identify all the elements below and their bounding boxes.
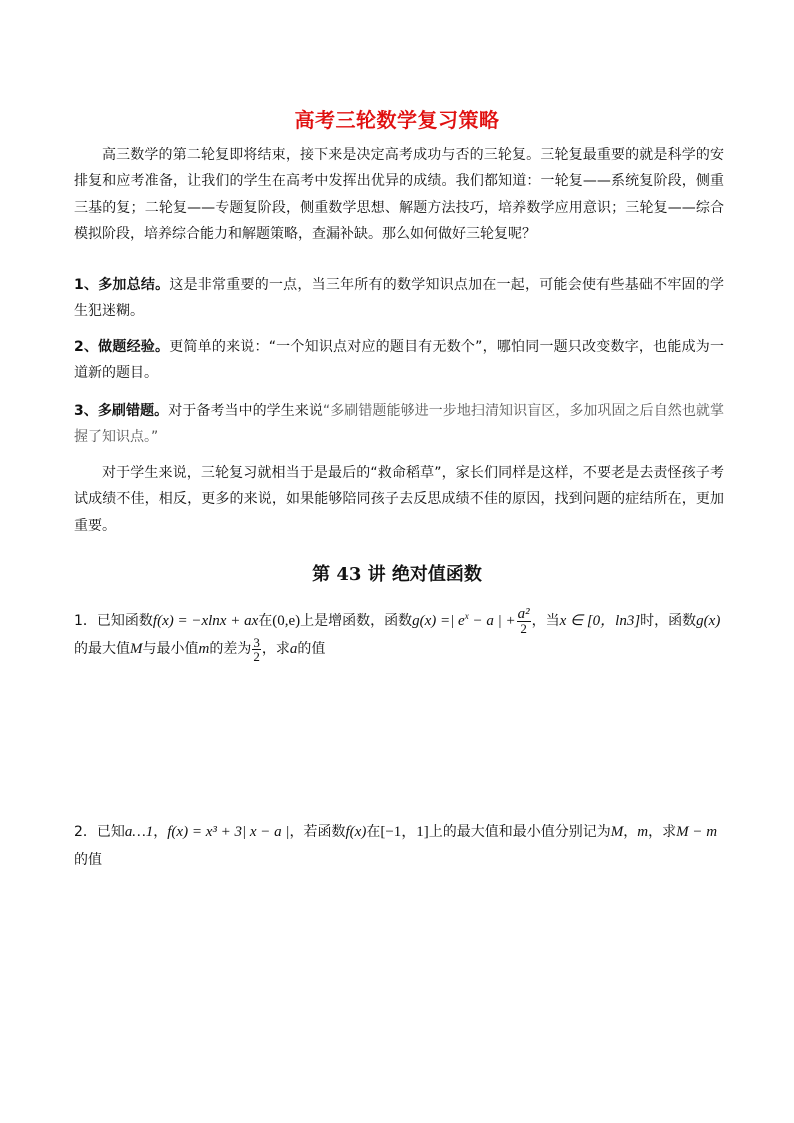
closing-paragraph: 对于学生来说，三轮复习就相当于是最后的“救命稻草”，家长们同样是这样，不要老是去责怪孩子考试成绩不佳，相反，更多的来说，如果能够陪同孩子去反思成绩不佳的原因，找到问题的症结所在，更加重要。	[74, 465, 724, 534]
tip-3	[74, 398, 724, 451]
question-2: 2．已知a…1，f(x) = x³ + 3| x − a |，若函数f(x)在[−1，1]上的最大值和最小值分别记为M，m，求M − m 的值	[74, 824, 718, 868]
tip-2-body: 更简单的来说：“一个知识点对应的题目有无数个”，哪怕同一题只改变数字，也能成为一道新的题目。	[74, 339, 724, 382]
tip-1	[74, 272, 724, 325]
tip-3-body: 对于备考当中的学生来说	[168, 403, 323, 419]
q1-difference-fraction: $\frac{3}{2}$	[253, 634, 260, 664]
q1-g-definition: g(x) =| $e^x - a$ | +	[412, 611, 516, 629]
tip-2	[74, 334, 724, 387]
page-title: 高考三轮数学复习策略	[294, 108, 500, 132]
tip-3-heading: 3、多刷错题。	[74, 403, 169, 419]
q1-f-definition: f(x) = −xlnx + ax	[152, 613, 259, 629]
section-title: 第 43 讲 绝对值函数	[312, 564, 482, 585]
tip-3-quote: “多刷错题能够进一步地扫清知识盲区，多加巩固之后自然也就掌握了知识点。”	[74, 403, 724, 446]
tip-1-body: 这是非常重要的一点，当三年所有的数学知识点加在一起，可能会使有些基础不牢固的学生犯迷糊。	[74, 277, 724, 320]
tip-1-heading: 1、多加总结。	[74, 277, 170, 293]
question-1: 1．已知函数f(x) = −xlnx + ax在(0,e)上是增函数，函数g(x) =| $e^x - a$ | + $\frac{\text{a²}}{2}$ ，当x ∈ [0，ln3]时，函数g(x) 的最大值M与最小值m的差为 $\frac{3}{2}$ ，求a的值	[74, 605, 721, 664]
q1-fraction: $\frac{\text{a²}}{2}$	[517, 605, 530, 636]
q2-f-definition: f(x) = x³ + 3| x − a |	[167, 824, 290, 840]
intro-paragraph: 高三数学的第二轮复即将结束，接下来是决定高考成功与否的三轮复。三轮复最重要的就是科学的安排复和应考准备，让我们的学生在高考中发挥出优异的成绩。我们都知道：一轮复——系统复阶段，侧重三基的复；二轮复——专题复阶段，侧重数学思想、解题方法技巧，培养数学应用意识；三轮复——综合模拟阶段，培养综合能力和解题策略，查漏补缺。那么如何做好三轮复呢？	[74, 147, 724, 242]
tip-2-heading: 2、做题经验。	[74, 339, 170, 355]
